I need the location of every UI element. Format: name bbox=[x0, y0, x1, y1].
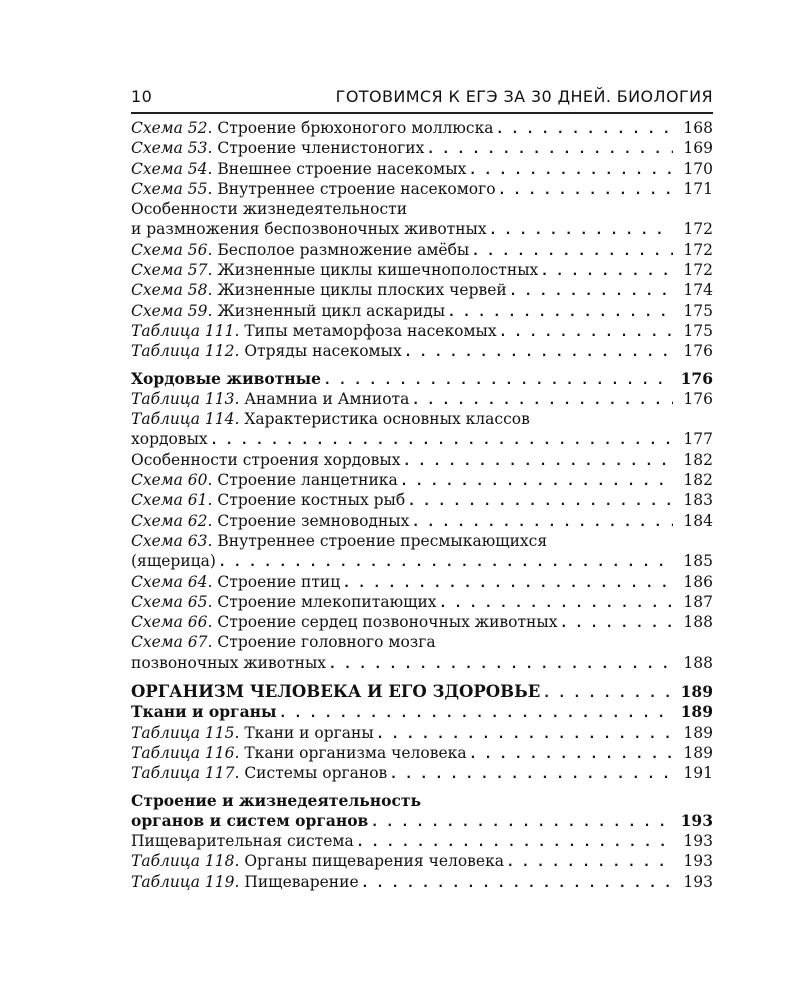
dot-leader bbox=[538, 261, 673, 281]
toc-entry-label: Схема 57. bbox=[131, 261, 213, 280]
toc-entry-page: 174 bbox=[683, 281, 713, 300]
toc-entry-text: Строение членистоногих bbox=[212, 139, 425, 158]
toc-entry bbox=[131, 280, 713, 300]
toc-entry-label: Таблица 115. bbox=[131, 723, 240, 742]
toc-entry-label: Схема 60. bbox=[131, 471, 213, 490]
toc-entry-page: 187 bbox=[683, 592, 713, 611]
toc-entry bbox=[131, 511, 713, 531]
toc-entry-text: Отряды насекомых bbox=[239, 342, 402, 361]
toc-entry-text: Типы метаморфоза насекомых bbox=[239, 321, 497, 340]
toc-entry bbox=[131, 702, 713, 722]
dot-leader bbox=[402, 342, 673, 362]
dot-leader bbox=[340, 573, 673, 593]
toc-entry-title bbox=[131, 653, 326, 673]
toc-entry-title bbox=[131, 531, 547, 551]
toc-entry-label: Схема 58. bbox=[131, 281, 213, 300]
toc-entry-text: Строение костных рыб bbox=[212, 491, 406, 510]
dot-leader bbox=[466, 160, 673, 180]
toc-entry bbox=[131, 470, 713, 490]
dot-leader bbox=[557, 613, 673, 633]
toc-entry-title bbox=[131, 240, 469, 260]
toc-entry-page: 184 bbox=[683, 511, 713, 530]
table-of-contents bbox=[131, 118, 713, 892]
toc-entry-page: 189 bbox=[680, 702, 713, 722]
toc-entry-page: 177 bbox=[683, 430, 713, 449]
toc-entry-page: 193 bbox=[680, 810, 713, 830]
toc-entry-page: 191 bbox=[683, 764, 713, 783]
toc-entry-text: (ящерица) bbox=[131, 552, 216, 571]
toc-entry bbox=[131, 260, 713, 280]
toc-entry-title bbox=[131, 872, 359, 892]
toc-entry-text: Строение брюхоногого моллюска bbox=[212, 119, 494, 137]
toc-entry-title bbox=[131, 682, 540, 702]
header-rule bbox=[131, 112, 713, 114]
toc-entry-text: хордовых bbox=[131, 430, 208, 449]
toc-entry-text: Ткани организма человека bbox=[239, 743, 467, 762]
toc-entry-text: Хордовые животные bbox=[131, 368, 322, 388]
toc-entry-text: Строение ланцетника bbox=[212, 471, 398, 490]
toc-entry bbox=[131, 723, 713, 743]
toc-entry-title bbox=[131, 592, 437, 612]
dot-leader bbox=[540, 683, 673, 703]
toc-entry-page: 171 bbox=[683, 179, 713, 198]
toc-entry-label: Схема 53. bbox=[131, 139, 213, 158]
toc-entry bbox=[131, 632, 713, 652]
dot-leader bbox=[467, 744, 673, 764]
dot-leader bbox=[216, 552, 673, 572]
dot-leader bbox=[424, 139, 673, 159]
toc-entry-title bbox=[131, 280, 507, 300]
toc-entry-title bbox=[131, 159, 466, 179]
toc-entry bbox=[131, 219, 713, 239]
toc-entry bbox=[131, 851, 713, 871]
dot-leader bbox=[374, 724, 673, 744]
toc-entry-page: 169 bbox=[683, 139, 713, 158]
toc-entry-text: Строение головного мозга bbox=[212, 633, 436, 652]
toc-entry bbox=[131, 321, 713, 341]
toc-entry bbox=[131, 138, 713, 158]
toc-entry-text: Пищеварение bbox=[239, 872, 359, 891]
toc-entry bbox=[131, 369, 713, 389]
toc-entry-text: позвоночных животных bbox=[131, 653, 327, 672]
toc-entry-title bbox=[131, 723, 374, 743]
book-title: ГОТОВИМСЯ К ЕГЭ ЗА 30 ДНЕЙ. БИОЛОГИЯ bbox=[335, 87, 713, 106]
toc-entry bbox=[131, 179, 713, 199]
toc-entry-title bbox=[131, 369, 321, 389]
toc-entry-text: Строение млекопитающих bbox=[212, 592, 437, 611]
toc-entry-label: Схема 66. bbox=[131, 613, 213, 632]
toc-entry bbox=[131, 118, 713, 138]
toc-entry-title bbox=[131, 118, 494, 138]
toc-entry-title bbox=[131, 511, 409, 531]
toc-entry-label: Таблица 112. bbox=[131, 342, 240, 361]
toc-entry-text: Особенности жизнедеятельности bbox=[131, 200, 408, 219]
toc-entry-text: Строение и жизнедеятельность bbox=[131, 790, 422, 810]
toc-entry bbox=[131, 159, 713, 179]
dot-leader bbox=[445, 302, 673, 322]
toc-entry-title bbox=[131, 301, 445, 321]
toc-entry-label: Схема 52. bbox=[131, 119, 213, 137]
toc-entry-page: 183 bbox=[683, 491, 713, 510]
toc-entry-title bbox=[131, 179, 496, 199]
toc-entry-text: Особенности строения хордовых bbox=[131, 450, 401, 469]
toc-entry bbox=[131, 763, 713, 783]
toc-entry bbox=[131, 653, 713, 673]
toc-entry-text: Характеристика основных классов bbox=[239, 410, 530, 429]
toc-entry-title bbox=[131, 138, 424, 158]
toc-entry-page: 189 bbox=[683, 723, 713, 742]
toc-entry-title bbox=[131, 811, 368, 831]
toc-entry-text: Жизненные циклы кишечнополостных bbox=[212, 261, 539, 280]
toc-entry-title bbox=[131, 450, 400, 470]
toc-entry-label: Схема 67. bbox=[131, 633, 213, 652]
dot-leader bbox=[497, 322, 673, 342]
toc-entry-label: Таблица 114. bbox=[131, 410, 240, 429]
toc-entry-page: 176 bbox=[683, 389, 713, 408]
toc-entry-title bbox=[131, 389, 409, 409]
toc-entry-title bbox=[131, 321, 497, 341]
dot-leader bbox=[409, 390, 673, 410]
toc-entry-text: Бесполое размножение амёбы bbox=[212, 240, 470, 259]
toc-entry-text: Внешнее строение насекомых bbox=[212, 159, 467, 178]
toc-entry-page: 193 bbox=[683, 852, 713, 871]
toc-entry-label: Таблица 119. bbox=[131, 872, 240, 891]
dot-leader bbox=[354, 832, 673, 852]
dot-leader bbox=[387, 764, 673, 784]
dot-leader bbox=[398, 471, 673, 491]
toc-entry-title bbox=[131, 572, 340, 592]
toc-entry-label: Таблица 118. bbox=[131, 852, 240, 871]
toc-entry-page: 189 bbox=[680, 682, 713, 702]
toc-entry-text: органов и систем органов bbox=[131, 810, 369, 830]
toc-entry-label: Схема 59. bbox=[131, 301, 213, 320]
toc-entry-page: 193 bbox=[683, 872, 713, 891]
toc-entry-page: 182 bbox=[683, 471, 713, 490]
toc-entry-text: Внутреннее строение насекомого bbox=[212, 179, 496, 198]
toc-entry bbox=[131, 811, 713, 831]
toc-entry-page: 168 bbox=[683, 119, 713, 137]
toc-entry-page: 186 bbox=[683, 572, 713, 591]
toc-entry-title bbox=[131, 702, 277, 722]
toc-entry-page: 182 bbox=[683, 450, 713, 469]
toc-entry-page: 188 bbox=[683, 653, 713, 672]
dot-leader bbox=[496, 180, 673, 200]
toc-entry-label: Таблица 111. bbox=[131, 321, 240, 340]
toc-entry-page: 176 bbox=[683, 342, 713, 361]
dot-leader bbox=[494, 119, 673, 139]
toc-entry-label: Схема 56. bbox=[131, 240, 213, 259]
toc-entry-title bbox=[131, 632, 436, 652]
dot-leader bbox=[409, 512, 673, 532]
toc-entry bbox=[131, 592, 713, 612]
toc-entry-title bbox=[131, 851, 504, 871]
toc-entry-label: Таблица 116. bbox=[131, 743, 240, 762]
dot-leader bbox=[368, 812, 673, 832]
toc-entry-label: Схема 54. bbox=[131, 159, 213, 178]
toc-entry bbox=[131, 389, 713, 409]
dot-leader bbox=[400, 451, 673, 471]
toc-entry bbox=[131, 301, 713, 321]
toc-entry bbox=[131, 612, 713, 632]
toc-entry-page: 175 bbox=[683, 321, 713, 340]
dot-leader bbox=[469, 241, 673, 261]
dot-leader bbox=[437, 593, 673, 613]
toc-entry bbox=[131, 341, 713, 361]
toc-entry-text: Строение земноводных bbox=[212, 511, 410, 530]
toc-entry-page: 172 bbox=[683, 220, 713, 239]
toc-entry bbox=[131, 743, 713, 763]
toc-entry-title bbox=[131, 199, 407, 219]
toc-entry bbox=[131, 409, 713, 429]
toc-entry-label: Схема 61. bbox=[131, 491, 213, 510]
dot-leader bbox=[507, 281, 673, 301]
toc-entry-label: Схема 65. bbox=[131, 592, 213, 611]
toc-entry-page: 175 bbox=[683, 301, 713, 320]
running-header bbox=[131, 87, 713, 106]
dot-leader bbox=[405, 491, 673, 511]
toc-entry bbox=[131, 429, 713, 449]
toc-entry-page: 185 bbox=[683, 552, 713, 571]
toc-entry-text: Внутреннее строение пресмыкающихся bbox=[212, 531, 548, 550]
toc-entry bbox=[131, 572, 713, 592]
toc-entry-title bbox=[131, 341, 402, 361]
toc-entry-title bbox=[131, 791, 421, 811]
toc-entry-text: Органы пищеварения человека bbox=[239, 852, 505, 871]
toc-entry-title bbox=[131, 219, 487, 239]
toc-entry-page: 188 bbox=[683, 613, 713, 632]
toc-entry-title bbox=[131, 551, 216, 571]
toc-entry-text: Строение сердец позвоночных животных bbox=[212, 613, 558, 632]
toc-entry bbox=[131, 531, 713, 551]
toc-entry-label: Схема 55. bbox=[131, 179, 213, 198]
toc-entry bbox=[131, 199, 713, 219]
dot-leader bbox=[504, 852, 673, 872]
toc-entry-title bbox=[131, 260, 538, 280]
dot-leader bbox=[487, 220, 673, 240]
toc-entry bbox=[131, 551, 713, 571]
dot-leader bbox=[208, 430, 673, 450]
toc-entry-title bbox=[131, 429, 208, 449]
dot-leader bbox=[277, 703, 673, 723]
toc-entry-title bbox=[131, 490, 405, 510]
toc-entry-title bbox=[131, 743, 467, 763]
toc-entry bbox=[131, 240, 713, 260]
page-number: 10 bbox=[131, 87, 153, 106]
toc-entry-text: Ткани и органы bbox=[131, 702, 277, 722]
toc-entry-label: Схема 62. bbox=[131, 511, 213, 530]
toc-entry-text: Анамниа и Амниота bbox=[239, 389, 410, 408]
toc-entry-label: Схема 63. bbox=[131, 531, 213, 550]
toc-entry-text: Ткани и органы bbox=[239, 723, 374, 742]
toc-entry-page: 176 bbox=[680, 368, 713, 388]
toc-entry bbox=[131, 682, 713, 702]
toc-entry-label: Таблица 113. bbox=[131, 389, 240, 408]
dot-leader bbox=[326, 654, 673, 674]
dot-leader bbox=[359, 873, 673, 893]
toc-entry-page: 172 bbox=[683, 240, 713, 259]
toc-entry-title bbox=[131, 470, 398, 490]
toc-entry-title bbox=[131, 409, 530, 429]
toc-entry-text: ОРГАНИЗМ ЧЕЛОВЕКА И ЕГО ЗДОРОВЬЕ bbox=[131, 682, 541, 702]
toc-entry-title bbox=[131, 612, 557, 632]
toc-entry-label: Таблица 117. bbox=[131, 764, 240, 783]
toc-entry-text: Строение птиц bbox=[212, 572, 341, 591]
toc-entry bbox=[131, 490, 713, 510]
toc-entry-text: Жизненный цикл аскариды bbox=[212, 301, 446, 320]
toc-entry-title bbox=[131, 763, 387, 783]
toc-entry bbox=[131, 791, 713, 811]
toc-entry-page: 172 bbox=[683, 261, 713, 280]
toc-entry-label: Схема 64. bbox=[131, 572, 213, 591]
toc-entry-page: 189 bbox=[683, 743, 713, 762]
toc-entry-text: Пищеварительная система bbox=[131, 832, 354, 851]
toc-entry-text: Системы органов bbox=[239, 764, 388, 783]
toc-entry-text: Жизненные циклы плоских червей bbox=[212, 281, 507, 300]
toc-entry bbox=[131, 450, 713, 470]
toc-entry-page: 193 bbox=[683, 832, 713, 851]
toc-entry bbox=[131, 872, 713, 892]
toc-entry-page: 170 bbox=[683, 159, 713, 178]
toc-entry-title bbox=[131, 831, 354, 851]
toc-entry-text: и размножения беспозвоночных животных bbox=[131, 220, 487, 239]
dot-leader bbox=[321, 370, 673, 390]
toc-entry bbox=[131, 831, 713, 851]
